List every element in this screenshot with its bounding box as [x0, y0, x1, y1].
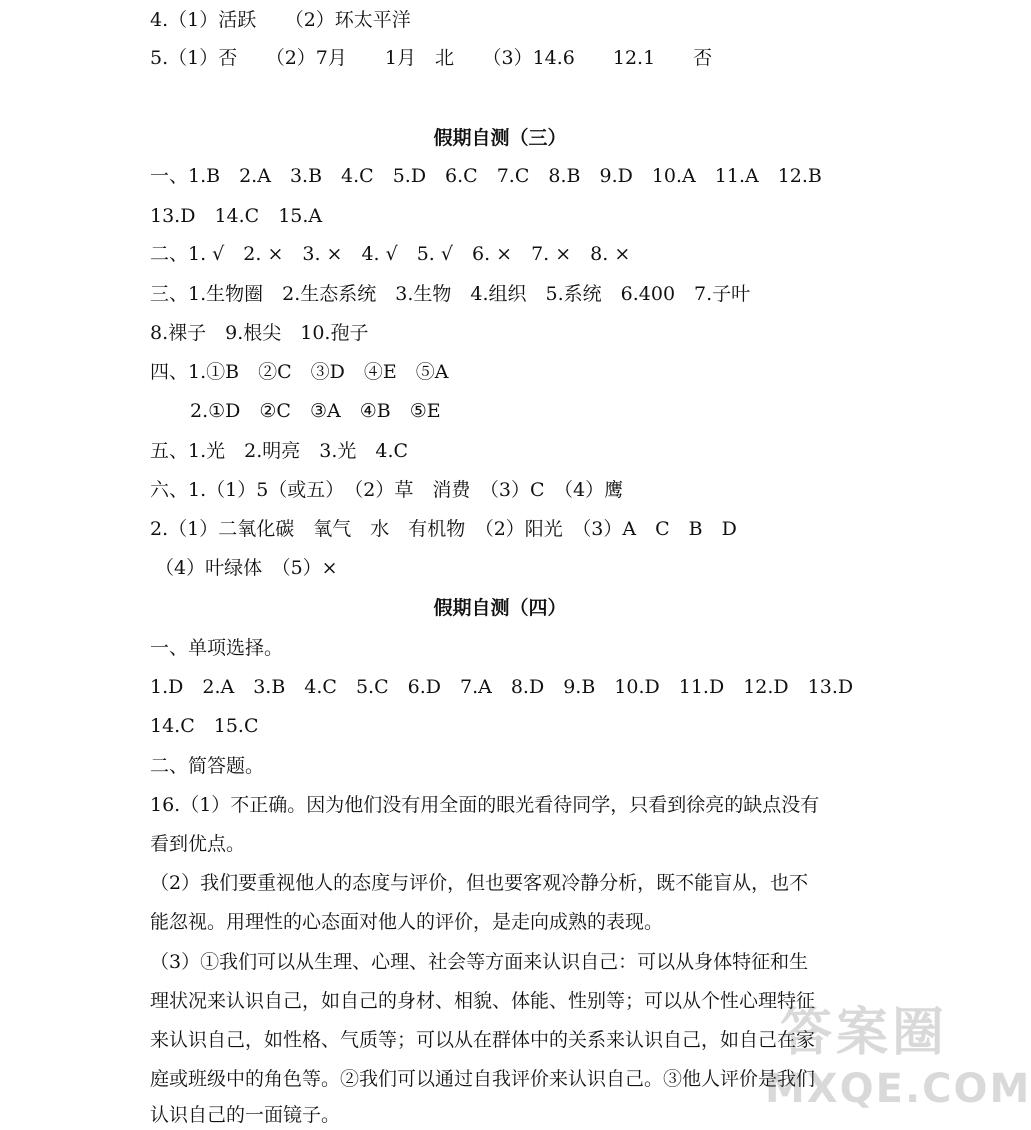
answer-line: （2）我们要重视他人的态度与评价，但也要客观冷静分析，既不能盲从，也不	[150, 872, 809, 894]
answer-line: 1.D 2.A 3.B 4.C 5.C 6.D 7.A 8.D 9.B 10.D 11.D 12.D 13.D	[150, 676, 854, 698]
answer-line: （3）①我们可以从生理、心理、社会等方面来认识自己：可以从身体特征和生	[150, 951, 809, 973]
watermark	[750, 980, 1031, 1130]
answer-line: 理状况来认识自己，如自己的身材、相貌、体能、性别等；可以从个性心理特征	[150, 990, 816, 1012]
answer-line: 一、1.B 2.A 3.B 4.C 5.D 6.C 7.C 8.B 9.D 10.A 11.A 12.B	[150, 165, 822, 187]
section-title-test4: 假期自测（四）	[433, 597, 567, 619]
answer-line: 一、单项选择。	[150, 637, 284, 659]
answer-line: 5.（1）否 （2）7月 1月 北 （3）14.6 12.1 否	[150, 47, 713, 69]
watermark-url: MXQE.COM	[765, 1066, 1031, 1112]
answer-line: 13.D 14.C 15.A	[150, 205, 323, 227]
answer-line: 来认识自己，如性格、气质等；可以从在群体中的关系来认识自己，如自己在家	[150, 1029, 816, 1051]
answer-line: （4）叶绿体 （5）×	[155, 557, 338, 579]
answer-line: 看到优点。	[150, 833, 246, 855]
answer-line: 2.①D ②C ③A ④B ⑤E	[190, 400, 441, 422]
answer-line: 16.（1）不正确。因为他们没有用全面的眼光看待同学，只看到徐亮的缺点没有	[150, 794, 820, 816]
answer-line: 二、简答题。	[150, 755, 265, 777]
answer-line: 2.（1）二氧化碳 氧气 水 有机物 （2）阳光 （3）A C B D	[150, 518, 737, 540]
answer-line: 庭或班级中的角色等。②我们可以通过自我评价来认识自己。③他人评价是我们	[150, 1068, 816, 1090]
answer-line: 六、1.（1）5（或五） （2）草 消费 （3）C （4）鹰	[150, 479, 624, 501]
section-title-test3: 假期自测（三）	[433, 127, 567, 149]
answer-line: 四、1.①B ②C ③D ④E ⑤A	[150, 361, 449, 383]
answer-line: 三、1.生物圈 2.生态系统 3.生物 4.组织 5.系统 6.400 7.子叶	[150, 283, 751, 305]
answer-line: 能忽视。用理性的心态面对他人的评价，是走向成熟的表现。	[150, 911, 664, 933]
answer-line: 14.C 15.C	[150, 715, 259, 737]
watermark-logo-text: 答案圈	[780, 1003, 949, 1063]
answer-line: 4.（1）活跃 （2）环太平洋	[150, 9, 411, 31]
answer-line: 认识自己的一面镜子。	[150, 1104, 341, 1126]
answer-line: 8.裸子 9.根尖 10.孢子	[150, 322, 369, 344]
answer-line: 二、1. √ 2. × 3. × 4. √ 5. √ 6. × 7. × 8. ×	[150, 243, 631, 265]
answer-line: 五、1.光 2.明亮 3.光 4.C	[150, 440, 409, 462]
